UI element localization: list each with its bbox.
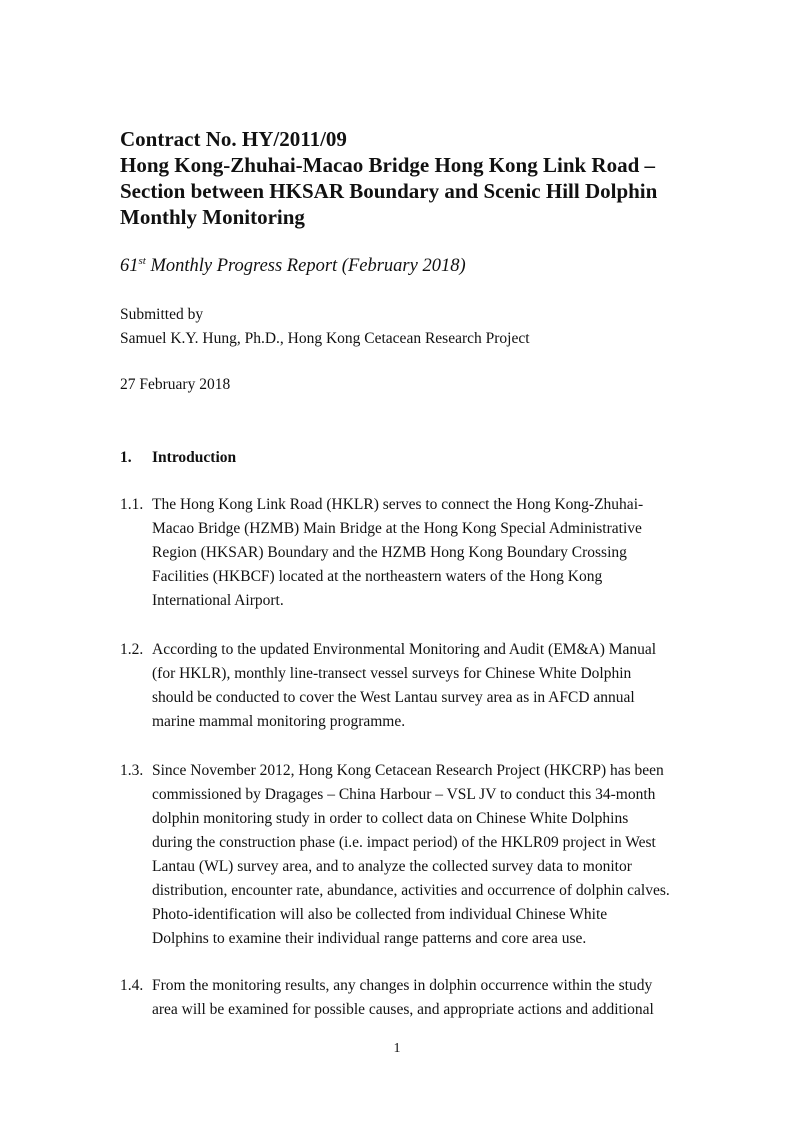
paragraph-number: 1.1.	[120, 496, 144, 513]
report-number: 61	[120, 256, 139, 276]
paragraph-line: Macao Bridge (HZMB) Main Bridge at the Hong Kong Special Administrative	[152, 520, 642, 537]
paragraph-line: According to the updated Environmental Monitoring and Audit (EM&A) Manual	[152, 641, 657, 658]
paragraph-number: 1.2.	[120, 641, 144, 658]
paragraph-number: 1.3.	[120, 762, 144, 779]
page-number: 1	[393, 1041, 401, 1056]
paragraph-1-2	[120, 638, 700, 734]
title-project-line: Hong Kong-Zhuhai-Macao Bridge Hong Kong Link Road –	[120, 153, 656, 177]
title-contract-line: Contract No. HY/2011/09	[120, 127, 347, 151]
section-title: Introduction	[152, 449, 237, 466]
paragraph-line: Photo-identification will also be collected from individual Chinese White	[152, 906, 608, 923]
section-heading	[120, 449, 236, 467]
paragraph-line: distribution, encounter rate, abundance, activities and occurrence of dolphin calves.	[152, 882, 670, 899]
author-line: Samuel K.Y. Hung, Ph.D., Hong Kong Cetacean Research Project	[120, 330, 530, 347]
section-number: 1.	[120, 449, 132, 466]
paragraph-line: From the monitoring results, any changes in dolphin occurrence within the study	[152, 977, 653, 994]
paragraph-line: commissioned by Dragages – China Harbour – VSL JV to conduct this 34-month	[152, 786, 656, 803]
paragraph-line: The Hong Kong Link Road (HKLR) serves to connect the Hong Kong-Zhuhai-	[152, 496, 644, 513]
paragraph-line: Facilities (HKBCF) located at the northeastern waters of the Hong Kong	[152, 568, 603, 585]
paragraph-line: (for HKLR), monthly line-transect vessel surveys for Chinese White Dolphin	[152, 665, 632, 682]
paragraph-line: International Airport.	[152, 592, 284, 609]
paragraph-line: Region (HKSAR) Boundary and the HZMB Hong Kong Boundary Crossing	[152, 544, 627, 561]
title-monitoring-line: Monthly Monitoring	[120, 205, 305, 229]
submitted-by-block	[120, 303, 530, 351]
paragraph-1-4	[120, 974, 700, 1022]
paragraph-line: marine mammal monitoring programme.	[152, 713, 406, 730]
report-subtitle-text: Monthly Progress Report (February 2018)	[145, 256, 466, 276]
paragraph-1-3	[120, 759, 700, 951]
paragraph-line: dolphin monitoring study in order to collect data on Chinese White Dolphins	[152, 810, 629, 827]
paragraph-1-1	[120, 493, 700, 613]
paragraph-number: 1.4.	[120, 977, 144, 994]
paragraph-line: during the construction phase (i.e. impact period) of the HKLR09 project in West	[152, 834, 656, 851]
document-title	[120, 126, 720, 230]
report-ordinal-suffix: st	[138, 255, 146, 267]
report-subtitle	[120, 256, 466, 277]
paragraph-line: Since November 2012, Hong Kong Cetacean Research Project (HKCRP) has been	[152, 762, 664, 779]
paragraph-line: Lantau (WL) survey area, and to analyze the collected survey data to monitor	[152, 858, 632, 875]
paragraph-line: should be conducted to cover the West Lantau survey area as in AFCD annual	[152, 689, 635, 706]
submitted-by-label: Submitted by	[120, 306, 204, 323]
paragraph-line: Dolphins to examine their individual range patterns and core area use.	[152, 930, 587, 947]
report-date: 27 February 2018	[120, 376, 231, 393]
paragraph-line: area will be examined for possible causes, and appropriate actions and additional	[152, 1001, 654, 1018]
title-section-line: Section between HKSAR Boundary and Scenic Hill Dolphin	[120, 179, 658, 203]
